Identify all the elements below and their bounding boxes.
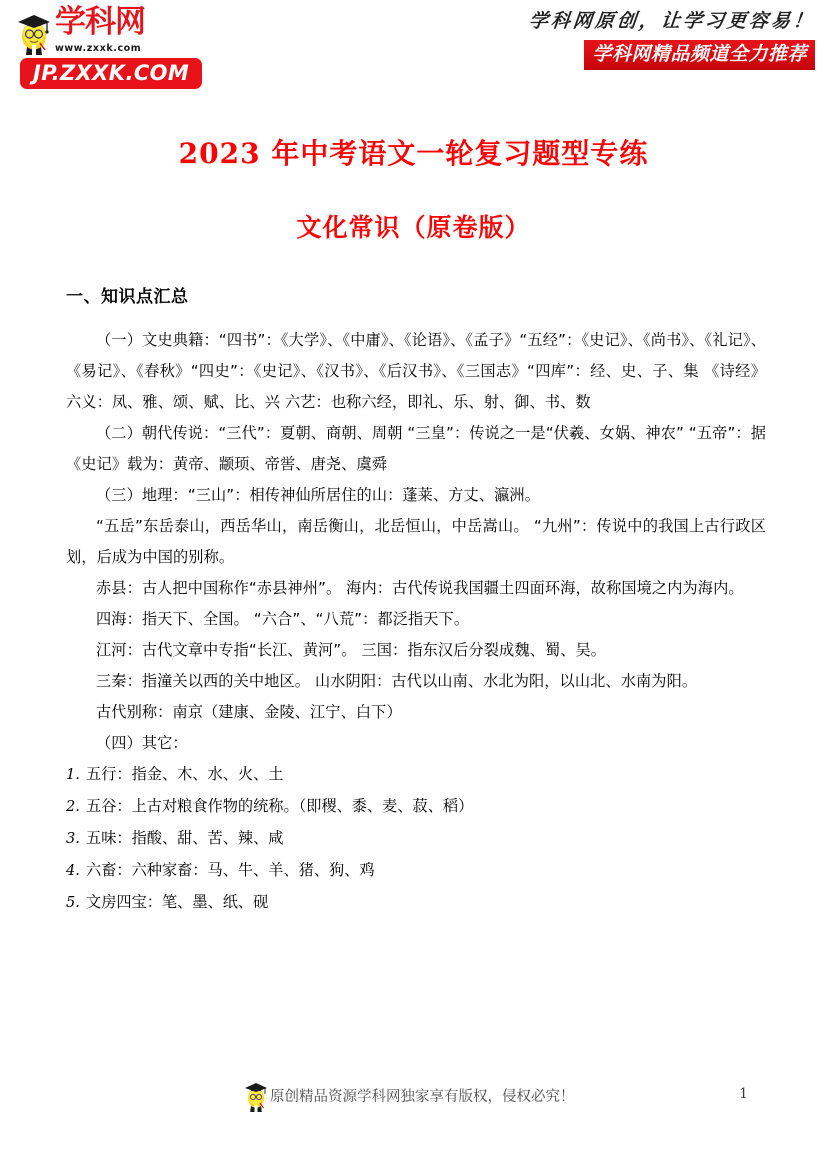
site-logo[interactable] [14, 6, 224, 92]
list-item-text: 五谷：上古对粮食作物的统称。（即稷、黍、麦、菽、稻） [86, 797, 474, 815]
document-title: 2023 年中考语文一轮复习题型专练 [178, 137, 649, 170]
numbered-list [66, 759, 766, 919]
list-item [66, 855, 766, 887]
document-subtitle: 文化常识（原卷版） [296, 213, 531, 242]
paragraph: 江河：古代文章中专指“长江、黄河”。 三国：指东汉后分裂成魏、蜀、吴。 [96, 641, 607, 659]
logo-website-url: www.zxxk.com [55, 43, 142, 54]
jp-zxxk-badge[interactable]: JP.ZXXK.COM [20, 58, 202, 89]
footer-copyright-block [243, 1081, 575, 1113]
logo-brand-name: 学科网 [55, 4, 145, 40]
paragraph: （一）文史典籍：“四书”：《大学》、《中庸》、《论语》、《孟子》“五经”：《史记》、《尚书》、《礼记》、《易记》、《春秋》“四史”：《史记》、《汉书》、《后汉书》、《三国志》“四库”：经、史、子、集 《诗经》六义：凤、雅、颂、赋、比、兴 六艺：也称六经，即礼、乐、射、御、书、数 [66, 331, 766, 411]
page-footer [0, 1081, 827, 1121]
list-item [66, 791, 766, 823]
paragraph: 古代别称：南京（建康、金陵、江宁、白下） [96, 703, 402, 721]
paragraph: 四海：指天下、全国。 “六合”、“八荒”：都泛指天下。 [96, 610, 470, 628]
footer-copyright-text: 原创精品资源学科网独家享有版权，侵权必究！ [270, 1089, 575, 1105]
list-item-text: 六畜：六种家畜：马、牛、羊、猪、狗、鸡 [86, 861, 375, 879]
paragraph: （二）朝代传说：“三代”：夏朝、商朝、周朝 “三皇”：传说之一是“伏羲、女娲、神农” “五帝”：据《史记》载为：黄帝、颛顼、帝喾、唐尧、虞舜 [66, 424, 766, 473]
list-item [66, 887, 766, 919]
logo-row [14, 6, 224, 57]
promo-banner[interactable]: 学科网精品频道全力推荐 [584, 40, 815, 70]
paragraph: （四）其它： [96, 734, 188, 752]
list-item [66, 759, 766, 791]
paragraph: 赤县：古人把中国称作“赤县神州”。 海内：古代传说我国疆土四面环海，故称国境之内为海内。 [96, 579, 744, 597]
list-item-number: 2. [66, 799, 80, 815]
list-item-number: 4. [66, 863, 80, 879]
list-item-number: 3. [66, 831, 80, 847]
paragraph: （三）地理：“三山”：相传神仙所居住的山：蓬莱、方丈、瀛洲。 [96, 486, 540, 504]
page-header [0, 0, 827, 100]
list-item-number: 5. [66, 895, 80, 911]
logo-text [55, 6, 224, 57]
list-item-text: 五味：指酸、甜、苦、辣、咸 [86, 829, 284, 847]
paragraph: 三秦：指潼关以西的关中地区。 山水阴阳：古代以山南、水北为阳，以山北、水南为阳。 [96, 672, 698, 690]
list-item-number: 1. [66, 767, 80, 783]
list-item [66, 823, 766, 855]
paragraph: “五岳”东岳泰山，西岳华山，南岳衡山，北岳恒山，中岳嵩山。 “九州”：传说中的我国上古行政区划，后成为中国的别称。 [66, 517, 766, 566]
section-heading: 一、知识点汇总 [66, 287, 189, 307]
list-item-text: 五行：指金、木、水、火、土 [86, 765, 284, 783]
header-right-block [515, 8, 815, 70]
document-body [66, 285, 766, 919]
brand-slogan: 学科网原创，让学习更容易！ [527, 10, 817, 32]
list-item-text: 文房四宝：笔、墨、纸、砚 [86, 893, 269, 911]
graduate-mascot-icon [14, 11, 54, 57]
graduate-mascot-icon [243, 1081, 269, 1113]
page-number: 1 [739, 1086, 748, 1102]
